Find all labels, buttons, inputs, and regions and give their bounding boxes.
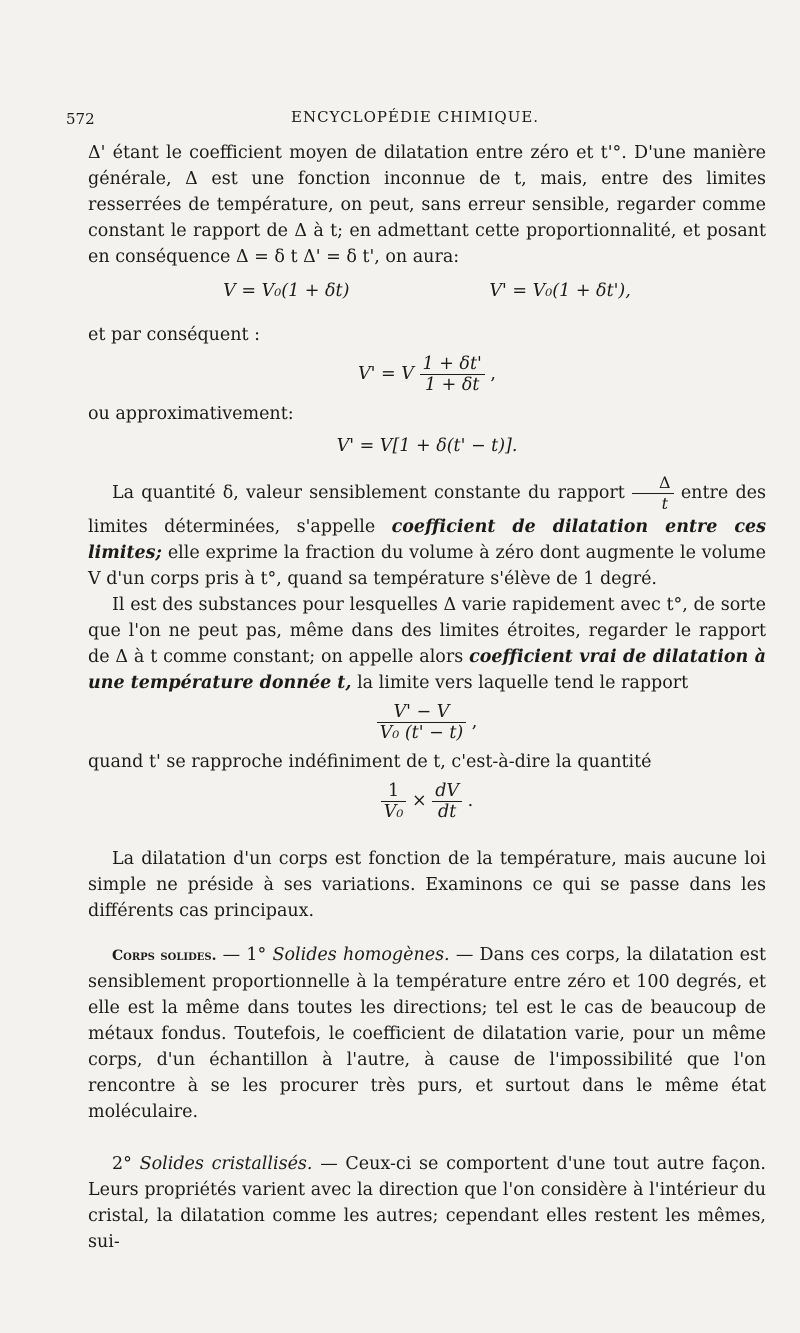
equation-v-prime: V' = V₀(1 + δt'),	[489, 281, 631, 301]
fraction-one-over-v0	[381, 781, 407, 822]
fraction-denominator: dt	[438, 802, 457, 822]
text-run: entre des limites déterminées, s'appelle	[88, 483, 766, 537]
equation-approx	[88, 433, 766, 459]
equation-comma: ,	[471, 712, 478, 732]
fraction-numerator: 1	[381, 781, 407, 802]
equation-ratio-fraction	[420, 354, 485, 395]
equation-ratio	[88, 354, 766, 395]
text-run: elle exprime la fraction du volume à zéro dont augmente le volume V d'un corps pris à t°, quand sa température s'élève de 1 degré.	[88, 543, 766, 589]
text-run: La quantité δ, valeur sensiblement constante du rapport	[112, 483, 625, 503]
fraction-denominator: V₀	[383, 802, 404, 822]
fraction-numerator: Δ	[632, 473, 674, 494]
text-run: la limite vers laquelle tend le rapport	[357, 673, 689, 693]
text-run: — Ceux-ci se comportent d'une tout autre façon. Leurs propriétés varient avec la direction que l'on considère à l'intérieur du cristal, la dilatation comme les autres; cependant elles restent les mêmes, sui-	[88, 1154, 766, 1252]
fraction-denominator: 1 + δt	[424, 375, 480, 395]
equation-limit-ratio	[88, 702, 766, 743]
paragraph-dilatation-function: La dilatation d'un corps est fonction de la température, mais aucune loi simple ne préside à ses variations. Examinons ce qui se passe dans les différents cas principaux.	[88, 849, 766, 921]
paragraph-coefficient	[88, 473, 766, 592]
fraction-denominator: V₀ (t' − t)	[379, 723, 464, 743]
page-body	[88, 140, 766, 1255]
paragraph-quantity: quand t' se rapproche indéfiniment de t, c'est-à-dire la quantité	[88, 752, 652, 772]
text-run: — Dans ces corps, la dilatation est sensiblement proportionnelle à la température entre zéro et 100 degrés, et elle est la même dans toutes les directions; tel est le cas de beaucoup de métaux fondus. Toutefois, le coefficient de dilatation varie, pour un même corps, d'un échantillon à l'autre, à cause de l'impossibilité que l'on rencontre à se les procurer très purs, et surtout dans le même état moléculaire.	[88, 945, 767, 1122]
term-true-coefficient: coefficient vrai de dilatation à une température donnée t,	[88, 647, 766, 693]
fraction-delta-over-t	[632, 473, 674, 514]
term-coefficient-between-limits: coefficient de dilatation entre ces limites;	[88, 517, 766, 563]
running-title: ENCYCLOPÉDIE CHIMIQUE.	[291, 108, 540, 126]
paragraph-true-coefficient	[88, 592, 766, 696]
subheading-homogeneous-solids: Solides homogènes.	[272, 945, 450, 965]
page-header	[66, 108, 766, 132]
paragraph-solid-bodies	[88, 942, 766, 1125]
subheading-crystallized-solids: Solides cristallisés.	[139, 1154, 313, 1174]
fraction-numerator: 1 + δt'	[420, 354, 485, 375]
text-run: — 1°	[216, 945, 273, 965]
equation-period: .	[467, 791, 474, 811]
section-label-solid-bodies: Corps solides.	[112, 948, 217, 964]
paragraph-definition: Δ' étant le coefficient moyen de dilatation entre zéro et t'°. D'une manière générale, Δ est une fonction inconnue de t, mais, entre des limites resserrées de température, on peut, sans erreur sensible, regarder comme constant le rapport de Δ à t; en admettant cette proportionnalité, et posant en conséquence Δ = δ t Δ' = δ t', on aura:	[88, 143, 766, 267]
paragraph-consequently: et par conséquent :	[88, 325, 261, 345]
equation-v: V = V₀(1 + δt)	[223, 281, 350, 301]
paragraph-approximately: ou approximativement:	[88, 404, 294, 424]
fraction-numerator: V' − V	[377, 702, 467, 723]
fraction-numerator: dV	[432, 781, 462, 802]
limit-ratio-fraction	[377, 702, 467, 743]
equation-approx-text: V' = V[1 + δ(t' − t)].	[336, 436, 518, 456]
fraction-dv-dt	[432, 781, 462, 822]
text-run: Il est des substances pour lesquelles Δ varie rapidement avec t°, de sorte que l'on ne peut pas, même dans des limites étroites, regarder le rapport de Δ à t comme constant; on appelle alors	[88, 595, 766, 667]
equation-ratio-lhs: V' = V	[358, 364, 414, 384]
page-number: 572	[66, 110, 95, 128]
paragraph-crystallized-solids	[88, 1151, 766, 1255]
text-run: 2°	[112, 1154, 140, 1174]
equation-ratio-comma: ,	[490, 364, 496, 384]
fraction-denominator: t	[661, 494, 669, 513]
times-symbol: ×	[411, 791, 427, 811]
equation-derivative	[88, 781, 766, 822]
equation-pair	[88, 278, 766, 304]
